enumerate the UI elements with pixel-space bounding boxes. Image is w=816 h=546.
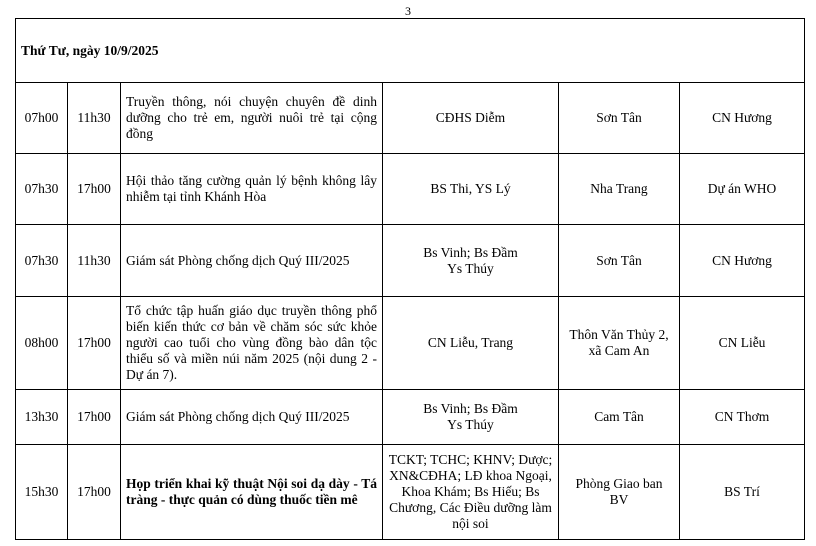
- end-time: 11h30: [68, 225, 121, 297]
- lead-person: BS Thi, YS Lý: [383, 154, 559, 225]
- start-time: 08h00: [16, 297, 68, 390]
- lead-line: Ys Thúy: [447, 417, 494, 432]
- activity-content: Họp triển khai kỹ thuật Nội soi dạ dày - Tá tràng - thực quản có dùng thuốc tiền mê: [121, 445, 383, 540]
- lead-line: Bs Vinh; Bs Đầm: [423, 401, 518, 416]
- lead-person: CĐHS Diễm: [383, 83, 559, 154]
- lead-person: TCKT; TCHC; KHNV; Dược; XN&CĐHA; LĐ khoa Ngoại, Khoa Khám; Bs Hiếu; Bs Chương, Các Điều dưỡng làm nội soi: [383, 445, 559, 540]
- responsible: BS Trí: [680, 445, 805, 540]
- day-header-row: [16, 19, 805, 83]
- location-line: xã Cam An: [588, 343, 650, 358]
- start-time: 07h30: [16, 154, 68, 225]
- end-time: 11h30: [68, 83, 121, 154]
- schedule-table: [15, 18, 805, 540]
- responsible: CN Liễu: [680, 297, 805, 390]
- activity-content: Truyền thông, nói chuyện chuyên đề dinh dưỡng cho trẻ em, người nuôi trẻ tại cộng đồng: [121, 83, 383, 154]
- table-row: [16, 154, 805, 225]
- end-time: 17h00: [68, 445, 121, 540]
- location-line: Thôn Văn Thủy 2,: [569, 327, 669, 342]
- table-row: [16, 225, 805, 297]
- location: Nha Trang: [559, 154, 680, 225]
- end-time: 17h00: [68, 154, 121, 225]
- start-time: 07h30: [16, 225, 68, 297]
- responsible: CN Hương: [680, 225, 805, 297]
- table-row: [16, 297, 805, 390]
- page-number: 3: [405, 4, 411, 18]
- start-time: 15h30: [16, 445, 68, 540]
- day-header: Thứ Tư, ngày 10/9/2025: [16, 19, 805, 83]
- table-row: [16, 83, 805, 154]
- responsible: CN Hương: [680, 83, 805, 154]
- location: Cam Tân: [559, 390, 680, 445]
- responsible: Dự án WHO: [680, 154, 805, 225]
- activity-content: Giám sát Phòng chống dịch Quý III/2025: [121, 390, 383, 445]
- end-time: 17h00: [68, 297, 121, 390]
- lead-line: Ys Thúy: [447, 260, 494, 276]
- location: Sơn Tân: [559, 83, 680, 154]
- lead-person: CN Liễu, Trang: [383, 297, 559, 390]
- activity-content: Giám sát Phòng chống dịch Quý III/2025: [121, 225, 383, 297]
- start-time: 07h00: [16, 83, 68, 154]
- location-line: BV: [609, 492, 629, 507]
- end-time: 17h00: [68, 390, 121, 445]
- lead-person: [383, 390, 559, 445]
- activity-content: Hội thảo tăng cường quản lý bệnh không lây nhiễm tại tỉnh Khánh Hòa: [121, 154, 383, 225]
- start-time: 13h30: [16, 390, 68, 445]
- lead-person: [383, 225, 559, 297]
- responsible: CN Thơm: [680, 390, 805, 445]
- table-row: [16, 390, 805, 445]
- location: [559, 445, 680, 540]
- activity-content: Tổ chức tập huấn giáo dục truyền thông phổ biến kiến thức cơ bản về chăm sóc sức khỏe người cao tuổi cho vùng đồng bào dân tộc thiểu số và miền núi năm 2025 (nội dung 2 - Dự án 7).: [121, 297, 383, 390]
- table-row: [16, 445, 805, 540]
- location: Sơn Tân: [559, 225, 680, 297]
- location-line: Phòng Giao ban: [575, 476, 663, 491]
- location: [559, 297, 680, 390]
- lead-line: Bs Vinh; Bs Đầm: [423, 244, 518, 260]
